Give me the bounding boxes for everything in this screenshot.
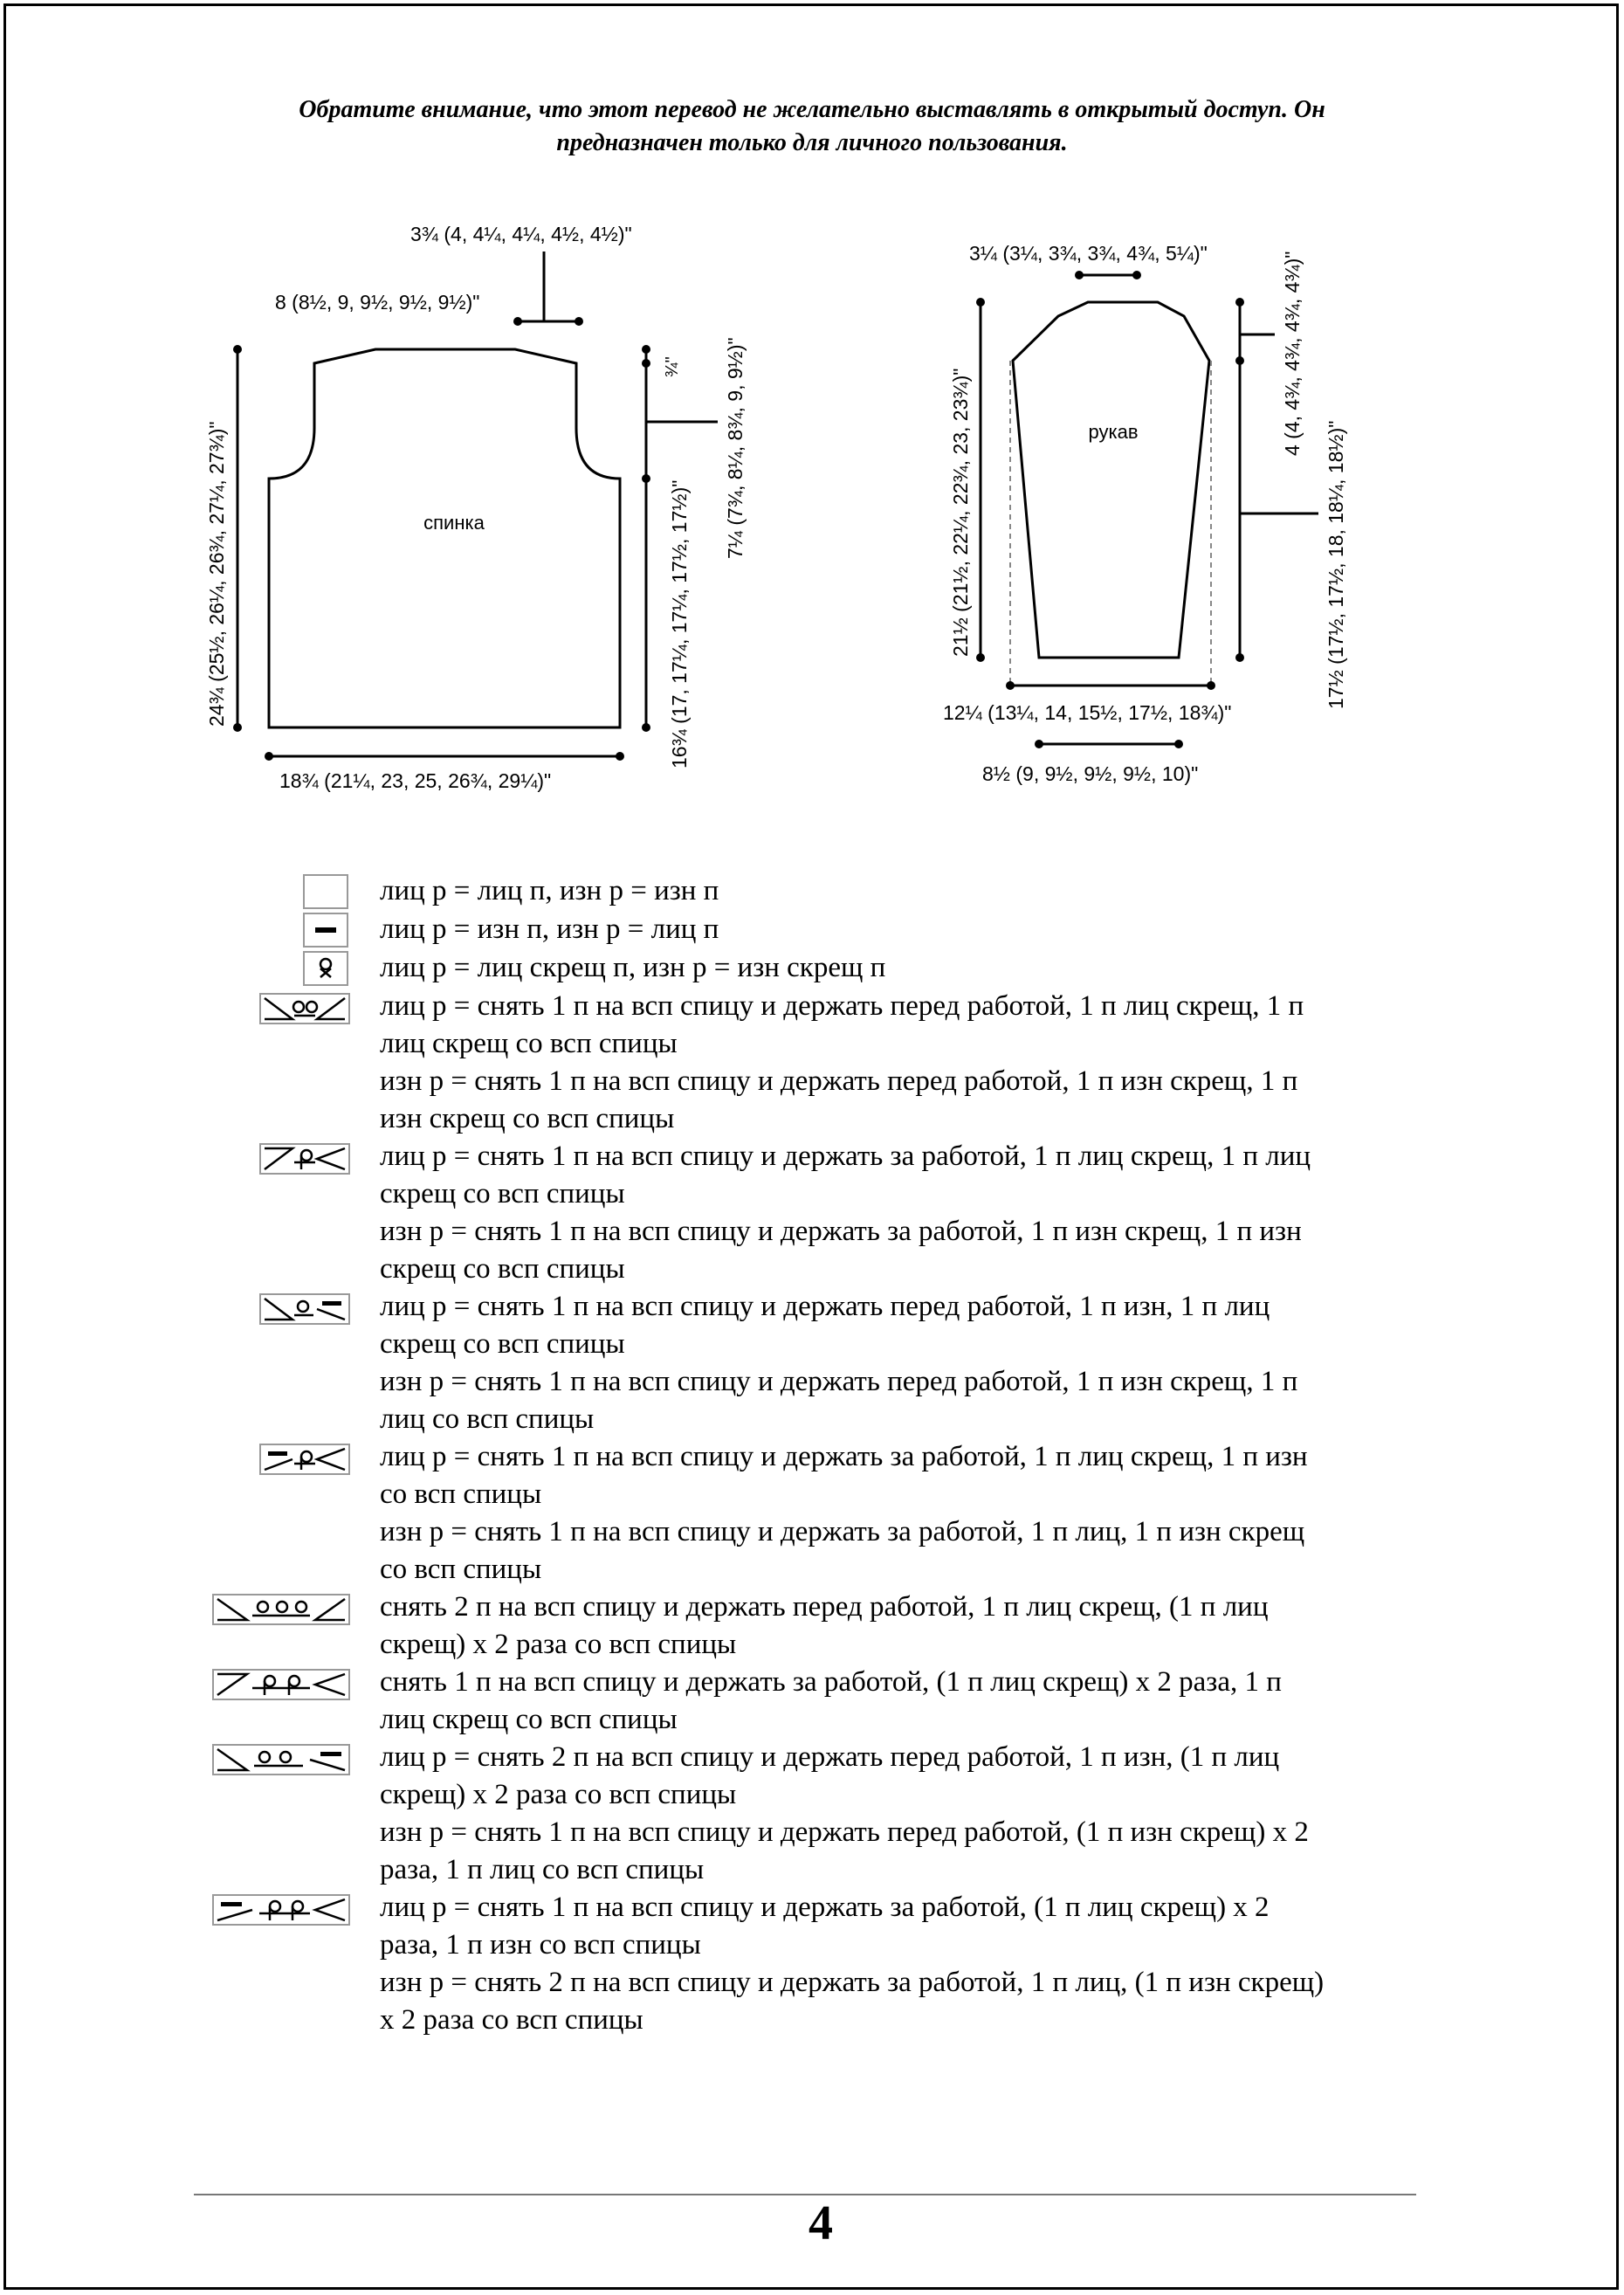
back-outline xyxy=(269,349,620,727)
back-neck-text: 8 (8½, 9, 9½, 9½, 9½)" xyxy=(275,291,480,314)
back-armhole-text: 7¼ (7¾, 8¼, 8¾, 9, 9½)" xyxy=(724,337,747,559)
legend-text: лиц р = лиц скрещ п, изн р = изн скрещ п xyxy=(380,952,886,983)
sleeve-length-right-text: 17½ (17½, 17½, 18, 18¼, 18½)" xyxy=(1325,420,1347,709)
legend-text: лиц р = снять 1 п на всп спицу и держать перед работой, 1 п лиц скрещ, 1 п лиц скрещ со всп спицы изн р = снять 1 п на всп спицу и держать перед работой, 1 п изн скрещ, 1 п изн скрещ со всп спицы xyxy=(380,990,1304,1134)
legend-text: лиц р = снять 1 п на всп спицу и держать за работой, (1 п лиц скрещ) х 2 раза, 1 п изн со всп спицы изн р = снять 2 п на всп спицу и держать за работой, 1 п лиц, (1 п изн скрещ) х 2 раза со всп спицы xyxy=(380,1892,1325,2036)
sleeve-label: рукав xyxy=(1088,421,1139,443)
legend-text: снять 2 п на всп спицу и держать перед работой, 1 п лиц скрещ, (1 п лиц скрещ) х 2 раза со всп спицы xyxy=(380,1591,1269,1660)
back-length-text: 24¾ (25½, 26¼, 26¾, 27¼, 27¾)" xyxy=(205,421,228,727)
twisted-stitch-icon xyxy=(303,951,348,986)
legend-text: лиц р = лиц п, изн р = изн п xyxy=(380,875,719,906)
schematics xyxy=(0,0,1624,812)
sleeve-cap-top-text: 3¼ (3¼, 3¾, 3¾, 4¾, 5¼)" xyxy=(969,242,1208,265)
sleeve-cap-height-text: 4 (4, 4¾, 4¾, 4¾, 4¾)" xyxy=(1281,251,1304,456)
purl-dash-icon xyxy=(303,913,348,948)
cable-back-2-1-purl-icon xyxy=(212,1894,350,1926)
legend-text: лиц р = изн п, изн р = лиц п xyxy=(380,913,719,945)
cable-front-1-1-twisted-icon xyxy=(259,993,350,1024)
back-side-text: 16¾ (17, 17¼, 17¼, 17½, 17½)" xyxy=(668,479,691,768)
legend-text: лиц р = снять 2 п на всп спицу и держать перед работой, 1 п изн, (1 п лиц скрещ) х 2 раза со всп спицы изн р = снять 1 п на всп спицу и держать перед работой, (1 п изн скрещ) х 2 раза, 1 п лиц со всп спицы xyxy=(380,1741,1309,1885)
back-shoulder-text: 3¾ (4, 4¼, 4¼, 4½, 4½)" xyxy=(410,223,632,245)
cable-front-2-1-purl-icon xyxy=(212,1744,350,1775)
back-neck-depth-text: ¾" xyxy=(663,356,682,377)
legend-text: лиц р = снять 1 п на всп спицу и держать перед работой, 1 п изн, 1 п лиц скрещ со всп спицы изн р = снять 1 п на всп спицу и держать перед работой, 1 п изн скрещ, 1 п лиц со всп спицы xyxy=(380,1291,1298,1435)
page-number: 4 xyxy=(809,2196,833,2250)
sleeve-cuff-width-text: 8½ (9, 9½, 9½, 9½, 10)" xyxy=(982,762,1199,785)
legend-text: лиц р = снять 1 п на всп спицу и держать за работой, 1 п лиц скрещ, 1 п лиц скрещ со всп спицы изн р = снять 1 п на всп спицу и держать за работой, 1 п изн скрещ, 1 п изн скрещ со всп спицы xyxy=(380,1141,1311,1285)
cable-back-1-1-twisted-icon xyxy=(259,1143,350,1175)
cable-front-2-1-twisted-icon xyxy=(212,1594,350,1625)
back-label: спинка xyxy=(423,512,485,534)
cable-front-1-1-purl-icon xyxy=(259,1293,350,1325)
cable-back-2-1-twisted-icon xyxy=(212,1669,350,1700)
sleeve-length-text: 21½ (21½, 22¼, 22¾, 23, 23¾)" xyxy=(949,368,972,657)
cable-back-1-1-purl-icon xyxy=(259,1444,350,1475)
sleeve-upper-width-text: 12¼ (13¼, 14, 15½, 17½, 18¾)" xyxy=(943,701,1232,724)
back-width-text: 18¾ (21¼, 23, 25, 26¾, 29¼)" xyxy=(279,769,552,792)
notice-line-1: Обратите внимание, что этот перевод не желательно выставлять в открытый доступ. Он xyxy=(299,96,1325,123)
legend-text: снять 1 п на всп спицу и держать за работой, (1 п лиц скрещ) х 2 раза, 1 п лиц скрещ со всп спицы xyxy=(380,1666,1282,1735)
notice-line-2: предназначен только для личного пользования. xyxy=(556,129,1068,156)
sleeve-outline xyxy=(1013,302,1209,658)
empty-square-icon xyxy=(303,874,348,909)
legend-text: лиц р = снять 1 п на всп спицу и держать за работой, 1 п лиц скрещ, 1 п изн со всп спицы изн р = снять 1 п на всп спицу и держать за работой, 1 п лиц, 1 п изн скрещ со всп спицы xyxy=(380,1441,1308,1585)
